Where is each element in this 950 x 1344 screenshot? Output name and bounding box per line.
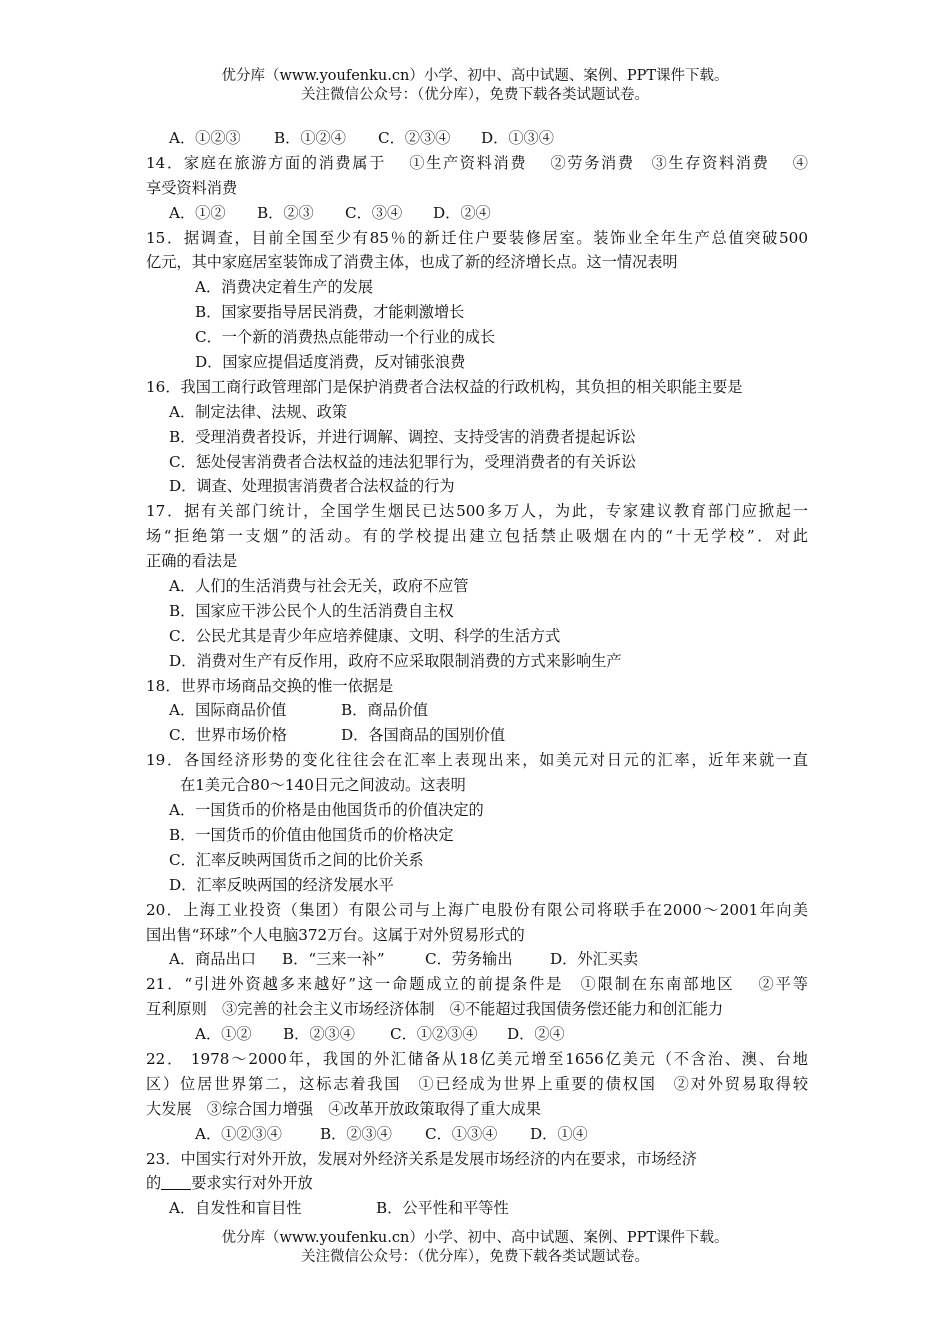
answer-blank bbox=[161, 1173, 191, 1190]
q21-stem-line-1: 21．“引进外资越多来越好”这一命题成立的前提条件是 ①限制在东南部地区 ②平等 bbox=[146, 975, 808, 994]
q20-option-c: C．劳务输出 bbox=[425, 950, 513, 969]
q18-option-a: A．国际商品价值 bbox=[169, 701, 287, 720]
question-content bbox=[146, 126, 808, 1221]
q19-option-c: C．汇率反映两国货币之间的比价关系 bbox=[169, 850, 424, 869]
q17-option-b: B．国家应干涉公民个人的生活消费自主权 bbox=[169, 601, 454, 620]
q21-option-b: B．②③④ bbox=[283, 1025, 355, 1044]
q19-option-a: A．一国货币的价格是由他国货币的价值决定的 bbox=[169, 801, 484, 820]
q18-stem-line-1: 18．世界市场商品交换的惟一依据是 bbox=[146, 676, 394, 695]
q23-stem-line-1: 23．中国实行对外开放，发展对外经济关系是发展市场经济的内在要求，市场经济 bbox=[146, 1149, 697, 1168]
q22-options bbox=[146, 1122, 808, 1147]
page-header bbox=[0, 67, 950, 105]
q23-stem-line-2 bbox=[146, 1171, 808, 1196]
q17-option-d: D．消费对生产有反作用，政府不应采取限制消费的方式来影响生产 bbox=[169, 651, 622, 670]
q21-option-a: A．①② bbox=[195, 1025, 252, 1044]
q13-options bbox=[146, 126, 808, 151]
q13-option-c: C．②③④ bbox=[378, 129, 451, 147]
q19-option-b: B．一国货币的价值由他国货币的价格决定 bbox=[169, 825, 454, 844]
q14-stem-line-2: 享受资料消费 bbox=[146, 178, 238, 197]
q15-option-a: A．消费决定着生产的发展 bbox=[195, 278, 374, 297]
q22-option-d: D．①④ bbox=[530, 1124, 588, 1143]
q16-option-c: C．惩处侵害消费者合法权益的违法犯罪行为，受理消费者的有关诉讼 bbox=[169, 452, 637, 471]
q15-option-c: C．一个新的消费热点能带动一个行业的成长 bbox=[195, 328, 496, 347]
q20-option-d: D．外汇买卖 bbox=[550, 950, 639, 969]
q20-stem-line-2: 国出售“环球”个人电脑372万台。这属于对外贸易形式的 bbox=[146, 925, 525, 944]
q17-option-c: C．公民尤其是青少年应培养健康、文明、科学的生活方式 bbox=[169, 626, 561, 645]
q19-option-d: D．汇率反映两国的经济发展水平 bbox=[169, 875, 394, 894]
q15-option-b: B．国家要指导居民消费，才能刺激增长 bbox=[195, 303, 465, 322]
q18-option-b: B．商品价值 bbox=[341, 701, 429, 720]
q16-stem-line-1: 16．我国工商行政管理部门是保护消费者合法权益的行政机构，其负担的相关职能主要是 bbox=[146, 377, 743, 396]
q21-options bbox=[146, 1022, 808, 1047]
q16-option-b: B．受理消费者投诉，并进行调解、调控、支持受害的消费者提起诉讼 bbox=[169, 427, 636, 446]
q22-stem-line-1: 22． 1978～2000年，我国的外汇储备从18亿美元增至1656亿美元（不含治、澳、台地 bbox=[146, 1049, 808, 1068]
page-footer bbox=[0, 1229, 950, 1267]
q15-stem-line-1: 15．据调查，目前全国至少有85％的新迁住户要装修居室。装饰业全年生产总值突破500 bbox=[146, 228, 808, 247]
q14-option-d: D．②④ bbox=[433, 203, 491, 222]
q21-option-c: C．①②③④ bbox=[390, 1025, 478, 1044]
q14-option-b: B．②③ bbox=[257, 203, 314, 222]
q20-option-a: A．商品出口 bbox=[169, 950, 256, 969]
header-line-2: 关注微信公众号：（优分库），免费下载各类试题试卷。 bbox=[301, 87, 649, 103]
q16-option-a: A．制定法律、法规、政策 bbox=[169, 402, 348, 421]
q13-option-a: A．①②③ bbox=[169, 129, 241, 147]
q15-option-d: D．国家应提倡适度消费，反对铺张浪费 bbox=[195, 353, 466, 372]
q14-stem-line-1: 14．家庭在旅游方面的消费属于 ①生产资料消费 ②劳务消费 ③生存资料消费 ④ bbox=[146, 153, 808, 172]
header-line-1: 优分库（www.youfenku.cn）小学、初中、高中试题、案例、PPT课件下载。 bbox=[221, 68, 729, 84]
q22-option-a: A．①②③④ bbox=[195, 1124, 282, 1143]
q22-option-c: C．①③④ bbox=[425, 1124, 498, 1143]
q17-stem-line-3: 正确的看法是 bbox=[146, 552, 238, 571]
q17-stem-line-2: 场“拒绝第一支烟”的活动。有的学校提出建立包括禁止吸烟在内的“十无学校”．对此 bbox=[146, 527, 808, 546]
q18-options-row-1 bbox=[146, 698, 808, 723]
footer-line-1: 优分库（www.youfenku.cn）小学、初中、高中试题、案例、PPT课件下载。 bbox=[221, 1230, 729, 1246]
q16-option-d: D．调查、处理损害消费者合法权益的行为 bbox=[169, 477, 455, 496]
q23-options bbox=[146, 1196, 808, 1221]
q13-option-b: B．①②④ bbox=[274, 129, 346, 147]
q22-stem-line-3: 大发展 ③综合国力增强 ④改革开放政策取得了重大成果 bbox=[146, 1099, 541, 1118]
q18-option-d: D．各国商品的国别价值 bbox=[341, 726, 506, 745]
q23-stem-line-2-pre: 的 bbox=[146, 1174, 162, 1193]
q20-options bbox=[146, 947, 808, 972]
q23-option-b: B．公平性和平等性 bbox=[376, 1199, 509, 1218]
footer-line-2: 关注微信公众号：（优分库），免费下载各类试题试卷。 bbox=[301, 1249, 649, 1265]
q17-option-a: A．人们的生活消费与社会无关，政府不应管 bbox=[169, 577, 469, 596]
q18-option-c: C．世界市场价格 bbox=[169, 726, 287, 745]
q22-option-b: B．②③④ bbox=[320, 1124, 392, 1143]
q21-option-d: D．②④ bbox=[507, 1025, 565, 1044]
q23-option-a: A．自发性和盲目性 bbox=[169, 1199, 302, 1218]
q14-option-c: C．③④ bbox=[345, 203, 403, 222]
q15-stem-line-2: 亿元，其中家庭居室装饰成了消费主体，也成了新的经济增长点。这一情况表明 bbox=[146, 253, 678, 272]
q14-options bbox=[146, 201, 808, 226]
q19-stem-line-2: 在1美元合80～140日元之间波动。这表明 bbox=[180, 776, 466, 795]
q19-stem-line-1: 19．各国经济形势的变化往往会在汇率上表现出来，如美元对日元的汇率，近年来就一直 bbox=[146, 751, 808, 770]
q17-stem-line-1: 17．据有关部门统计，全国学生烟民已达500多万人，为此，专家建议教育部门应掀起一 bbox=[146, 502, 808, 521]
q18-options-row-2 bbox=[146, 723, 808, 748]
q14-option-a: A．①② bbox=[169, 203, 226, 222]
q23-stem-line-2-post: 要求实行对外开放 bbox=[191, 1174, 313, 1193]
q22-stem-line-2: 区）位居世界第二，这标志着我国 ①已经成为世界上重要的债权国 ②对外贸易取得较 bbox=[146, 1074, 808, 1093]
q13-option-d: D．①③④ bbox=[481, 129, 554, 147]
q20-option-b: B．“三来一补” bbox=[282, 950, 385, 969]
q20-stem-line-1: 20．上海工业投资（集团）有限公司与上海广电股份有限公司将联手在2000～2001年向美 bbox=[146, 900, 808, 919]
q21-stem-line-2: 互利原则 ③完善的社会主义市场经济体制 ④不能超过我国债务偿还能力和创汇能力 bbox=[146, 1000, 724, 1019]
